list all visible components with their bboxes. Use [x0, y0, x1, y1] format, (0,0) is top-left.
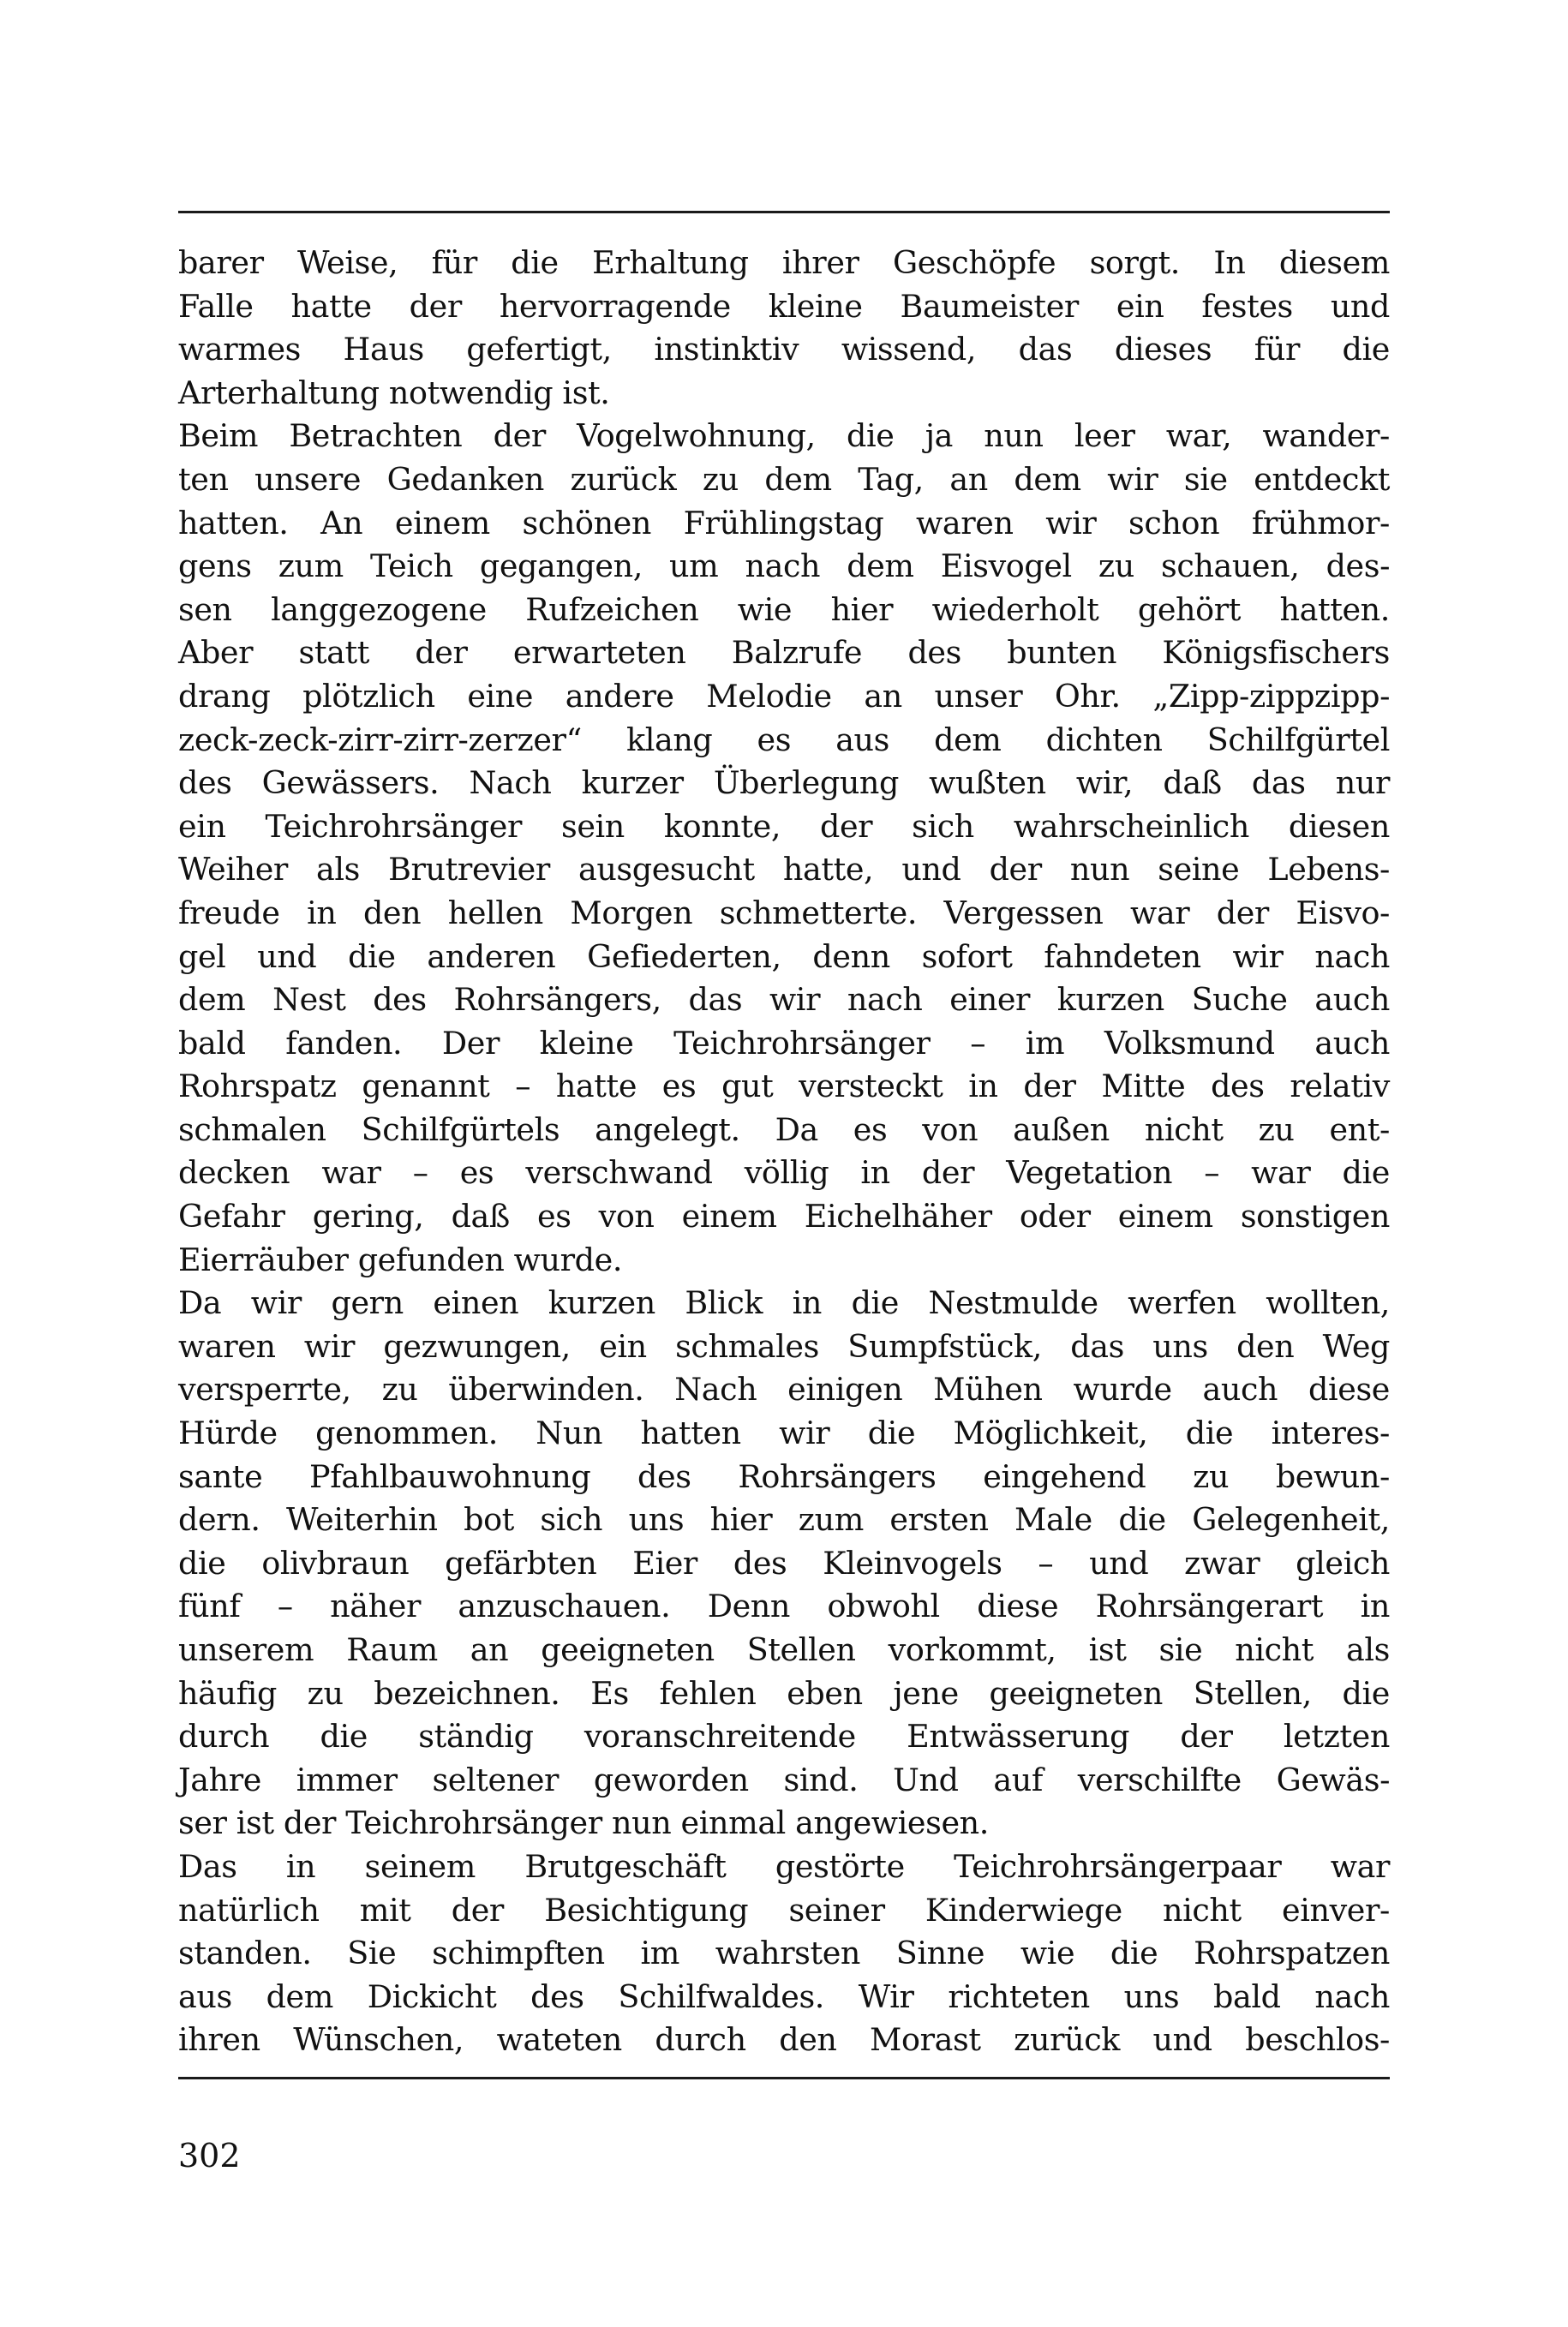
text-line: Falle hatte der hervorragende kleine Baumeister ein festes und	[178, 287, 1390, 325]
text-line: Da wir gern einen kurzen Blick in die Nestmulde werfen wollten,	[178, 1284, 1390, 1322]
text-line: hatten. An einem schönen Frühlingstag waren wir schon frühmor-	[178, 504, 1390, 541]
text-line: ihren Wünschen, wateten durch den Morast zurück und beschlos-	[178, 2021, 1390, 2059]
text-line: gel und die anderen Gefiederten, denn sofort fahndeten wir nach	[178, 937, 1390, 975]
text-line: bald fanden. Der kleine Teichrohrsänger – im Volksmund auch	[178, 1024, 1390, 1062]
text-line: Eierräuber gefunden wurde.	[178, 1241, 623, 1278]
bottom-rule	[178, 2077, 1390, 2079]
text-line: aus dem Dickicht des Schilfwaldes. Wir richteten uns bald nach	[178, 1977, 1390, 2015]
text-line: dern. Weiterhin bot sich uns hier zum ersten Male die Gelegenheit,	[178, 1501, 1390, 1539]
text-line: ein Teichrohrsänger sein konnte, der sich wahrscheinlich diesen	[178, 807, 1390, 845]
text-line: des Gewässers. Nach kurzer Überlegung wußten wir, daß das nur	[178, 764, 1390, 802]
text-line: ten unsere Gedanken zurück zu dem Tag, an dem wir sie entdeckt	[178, 460, 1390, 498]
text-line: natürlich mit der Besichtigung seiner Kinderwiege nicht einver-	[178, 1891, 1390, 1929]
body-text	[178, 242, 1390, 2062]
text-line: unserem Raum an geeigneten Stellen vorkommt, ist sie nicht als	[178, 1631, 1390, 1668]
text-line: Jahre immer seltener geworden sind. Und auf verschilfte Gewäs-	[178, 1761, 1390, 1798]
text-line: versperrte, zu überwinden. Nach einigen Mühen wurde auch diese	[178, 1371, 1390, 1409]
text-line: sen langgezogene Rufzeichen wie hier wiederholt gehört hatten.	[178, 590, 1390, 628]
text-line: decken war – es verschwand völlig in der Vegetation – war die	[178, 1154, 1390, 1192]
top-rule	[178, 211, 1390, 213]
text-line: die olivbraun gefärbten Eier des Kleinvogels – und zwar gleich	[178, 1544, 1390, 1582]
text-line: zeck-zeck-zirr-zirr-zerzer“ klang es aus dem dichten Schilfgürtel	[178, 721, 1390, 758]
text-line: drang plötzlich eine andere Melodie an unser Ohr. „Zipp-zippzipp-	[178, 677, 1390, 715]
text-line: fünf – näher anzuschauen. Denn obwohl diese Rohrsängerart in	[178, 1588, 1390, 1625]
text-line: schmalen Schilfgürtels angelegt. Da es von außen nicht zu ent-	[178, 1110, 1390, 1148]
page-number: 302	[178, 2137, 241, 2174]
text-line: Weiher als Brutrevier ausgesucht hatte, und der nun seine Lebens-	[178, 851, 1390, 888]
text-line: Arterhaltung notwendig ist.	[178, 374, 610, 411]
text-line: dem Nest des Rohrsängers, das wir nach einer kurzen Suche auch	[178, 981, 1390, 1019]
text-line: freude in den hellen Morgen schmetterte. Vergessen war der Eisvo-	[178, 894, 1390, 931]
text-line: warmes Haus gefertigt, instinktiv wissend, das dieses für die	[178, 331, 1390, 368]
text-line: häufig zu bezeichnen. Es fehlen eben jene geeigneten Stellen, die	[178, 1674, 1390, 1712]
text-line: sante Pfahlbauwohnung des Rohrsängers eingehend zu bewun-	[178, 1457, 1390, 1495]
text-line: barer Weise, für die Erhaltung ihrer Geschöpfe sorgt. In diesem	[178, 244, 1390, 281]
text-line: gens zum Teich gegangen, um nach dem Eisvogel zu schauen, des-	[178, 547, 1390, 585]
text-line: standen. Sie schimpften im wahrsten Sinne wie die Rohrspatzen	[178, 1935, 1390, 1972]
text-line: Rohrspatz genannt – hatte es gut versteckt in der Mitte des relativ	[178, 1068, 1390, 1105]
text-line: Hürde genommen. Nun hatten wir die Möglichkeit, die interes-	[178, 1415, 1390, 1452]
text-line: waren wir gezwungen, ein schmales Sumpfstück, das uns den Weg	[178, 1327, 1390, 1365]
text-line: Gefahr gering, daß es von einem Eichelhäher oder einem sonstigen	[178, 1198, 1390, 1235]
text-line: Beim Betrachten der Vogelwohnung, die ja nun leer war, wander-	[178, 417, 1390, 455]
text-line: Aber statt der erwarteten Balzrufe des bunten Königsfischers	[178, 634, 1390, 672]
text-line: ser ist der Teichrohrsänger nun einmal angewiesen.	[178, 1804, 989, 1842]
text-line: Das in seinem Brutgeschäft gestörte Teichrohrsängerpaar war	[178, 1847, 1390, 1885]
text-line: durch die ständig voranschreitende Entwässerung der letzten	[178, 1718, 1390, 1756]
